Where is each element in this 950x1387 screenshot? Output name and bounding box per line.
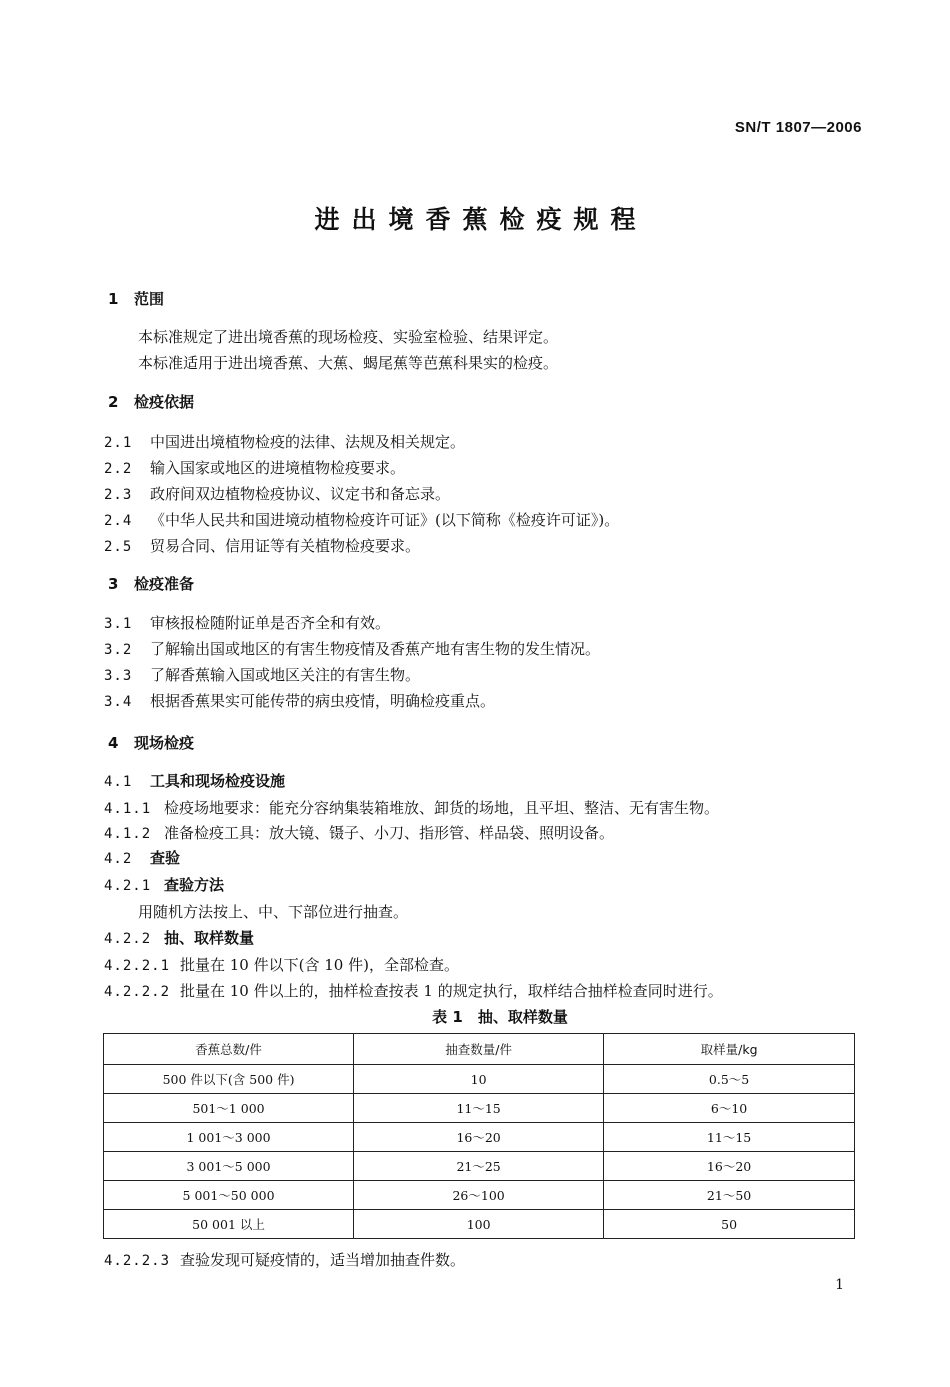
- section-title: 范围: [134, 290, 165, 308]
- clause-4-2-2-2: [104, 980, 723, 1001]
- table-cell: 3 001～5 000: [104, 1152, 354, 1181]
- clause-2-3: [104, 483, 450, 504]
- clause-number: 2.5: [104, 539, 133, 555]
- section-number: 1: [108, 290, 119, 308]
- table-cell: 16～20: [354, 1123, 604, 1152]
- clause-text: 根据香蕉果实可能传带的病虫疫情，明确检疫重点。: [150, 692, 496, 710]
- clause-number: 2.1: [104, 435, 133, 451]
- clause-number: 4.2.2: [104, 931, 152, 947]
- table-cell: 100: [354, 1210, 604, 1239]
- table-cell: 5 001～50 000: [104, 1181, 354, 1210]
- clause-2-2: [104, 457, 405, 478]
- table-cell: 50 001 以上: [104, 1210, 354, 1239]
- clause-text: 《中华人民共和国进境动植物检疫许可证》(以下简称《检疫许可证》)。: [150, 511, 620, 529]
- section-3-heading: [108, 573, 194, 594]
- clause-3-3: [104, 664, 420, 685]
- clause-2-1: [104, 431, 465, 452]
- table-row: [104, 1152, 855, 1181]
- clause-4-1-2: [104, 822, 614, 843]
- table-header-row: [104, 1034, 855, 1065]
- clause-number: 4.2.2.1: [104, 958, 171, 974]
- clause-2-5: [104, 535, 420, 556]
- table-cell: 500 件以下(含 500 件): [104, 1065, 354, 1094]
- clause-4-2-2-3: [104, 1249, 465, 1270]
- clause-text: 批量在 10 件以上的，抽样检查按表 1 的规定执行，取样结合抽样检查同时进行。: [180, 982, 723, 1000]
- clause-number: 4.2.2.2: [104, 984, 171, 1000]
- clause-number: 4.1: [104, 774, 133, 790]
- clause-4-2-1: [104, 874, 224, 895]
- section-1-heading: [108, 288, 164, 309]
- clause-text: 输入国家或地区的进境植物检疫要求。: [150, 459, 406, 477]
- section-4-heading: [108, 732, 194, 753]
- table-row: [104, 1210, 855, 1239]
- table-header-cell: 取样量/kg: [604, 1034, 855, 1065]
- clause-text: 检疫场地要求：能充分容纳集装箱堆放、卸货的场地，且平坦、整洁、无有害生物。: [164, 799, 720, 817]
- clause-number: 3.1: [104, 616, 133, 632]
- table-row: [104, 1094, 855, 1123]
- clause-text: 政府间双边植物检疫协议、议定书和备忘录。: [150, 485, 451, 503]
- section-1-para-1: 本标准规定了进出境香蕉的现场检疫、实验室检验、结果评定。: [138, 328, 559, 346]
- section-1-para-2: 本标准适用于进出境香蕉、大蕉、蝎尾蕉等芭蕉科果实的检疫。: [138, 354, 559, 372]
- clause-4-2-2-1: [104, 954, 459, 975]
- table-cell: 1 001～3 000: [104, 1123, 354, 1152]
- clause-4-2-2: [104, 927, 254, 948]
- clause-text: 查验发现可疑疫情的，适当增加抽查件数。: [180, 1251, 466, 1269]
- section-number: 2: [108, 393, 119, 411]
- clause-3-4: [104, 690, 495, 711]
- clause-3-1: [104, 612, 390, 633]
- table-row: [104, 1123, 855, 1152]
- table-header-cell: 抽查数量/件: [354, 1034, 604, 1065]
- table-cell: 11～15: [354, 1094, 604, 1123]
- section-2-heading: [108, 391, 194, 412]
- page-number: 1: [835, 1277, 844, 1293]
- clause-number: 4.1.1: [104, 801, 152, 817]
- table-cell: 21～25: [354, 1152, 604, 1181]
- table-cell: 21～50: [604, 1181, 855, 1210]
- section-title: 现场检疫: [134, 734, 195, 752]
- clause-number: 4.2.1: [104, 878, 152, 894]
- clause-text: 贸易合同、信用证等有关植物检疫要求。: [150, 537, 421, 555]
- clause-title: 查验方法: [164, 876, 225, 894]
- clause-4-2-1-para: 用随机方法按上、中、下部位进行抽查。: [138, 903, 409, 921]
- table-row: [104, 1181, 855, 1210]
- clause-3-2: [104, 638, 600, 659]
- clause-number: 4.2: [104, 851, 133, 867]
- clause-number: 3.2: [104, 642, 133, 658]
- page-title: 进出境香蕉检疫规程: [314, 205, 648, 234]
- table-row: [104, 1065, 855, 1094]
- sampling-table: [103, 1033, 855, 1239]
- clause-text: 了解输出国或地区的有害生物疫情及香蕉产地有害生物的发生情况。: [150, 640, 601, 658]
- clause-4-2: [104, 847, 180, 868]
- section-number: 3: [108, 575, 119, 593]
- table-cell: 501～1 000: [104, 1094, 354, 1123]
- section-title: 检疫依据: [134, 393, 195, 411]
- clause-title: 工具和现场检疫设施: [150, 772, 286, 790]
- table-cell: 26～100: [354, 1181, 604, 1210]
- standard-number: SN/T 1807—2006: [734, 119, 862, 136]
- clause-number: 2.2: [104, 461, 133, 477]
- clause-text: 审核报检随附证单是否齐全和有效。: [150, 614, 391, 632]
- table-cell: 6～10: [604, 1094, 855, 1123]
- clause-number: 2.3: [104, 487, 133, 503]
- clause-number: 4.1.2: [104, 826, 152, 842]
- table-cell: 0.5～5: [604, 1065, 855, 1094]
- clause-number: 2.4: [104, 513, 133, 529]
- clause-title: 查验: [150, 849, 181, 867]
- section-number: 4: [108, 734, 119, 752]
- table-cell: 16～20: [604, 1152, 855, 1181]
- table-cell: 11～15: [604, 1123, 855, 1152]
- section-title: 检疫准备: [134, 575, 195, 593]
- clause-4-1: [104, 770, 285, 791]
- clause-title: 抽、取样数量: [164, 929, 255, 947]
- clause-text: 中国进出境植物检疫的法律、法规及相关规定。: [150, 433, 466, 451]
- clause-text: 批量在 10 件以下(含 10 件)，全部检查。: [180, 956, 459, 974]
- table-cell: 10: [354, 1065, 604, 1094]
- clause-text: 了解香蕉输入国或地区关注的有害生物。: [150, 666, 421, 684]
- table-header-cell: 香蕉总数/件: [104, 1034, 354, 1065]
- clause-4-1-1: [104, 797, 719, 818]
- table-cell: 50: [604, 1210, 855, 1239]
- clause-text: 准备检疫工具：放大镜、镊子、小刀、指形管、样品袋、照明设备。: [164, 824, 615, 842]
- clause-2-4: [104, 509, 619, 530]
- clause-number: 3.4: [104, 694, 133, 710]
- clause-number: 4.2.2.3: [104, 1253, 171, 1269]
- table-caption: 表 1 抽、取样数量: [432, 1008, 568, 1026]
- clause-number: 3.3: [104, 668, 133, 684]
